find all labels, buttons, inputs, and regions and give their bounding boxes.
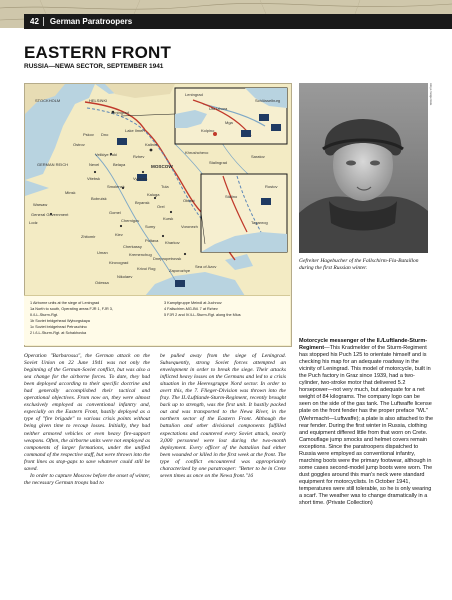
map-label-general-government: General Government xyxy=(31,212,69,217)
map-label-gomel: Gomel xyxy=(109,210,121,215)
sidebar-text: —This Kradmelder of the Sturm-Regiment has stopped his Puch 125 to orientate himself and is checking his map for an adequate roadway in the vicinity of Leningrad. This model of motorcycle, built in the Puch factory in Graz since 1939, had a two-cylinder, two-stroke motor that delivered 5.2 horsepower—not very much, but adequate for a net weight of 84 kilograms. The company logo can be seen on the side of the gas tank. The Luftwaffe license plate on the front fender has the proper preface "WL" (Wehrmacht—Luftwaffe); a plate is also attached to the rear fender. During the first winter in Russia, clothing and equipment differed little from that worn on Crete. Camouflage jump smocks and helmet covers remain exceptions. Since the paratroopers dispatched to Russia were employed as conventional infantry, marching boots were the primary footwear, although in some cases second-model jump boots were worn. The dust goggles around this man's neck were standard equipment for motorcyclists. In October 1941, temperatures were still tolerable, so he is only wearing a scarf. The weather was to change dramatically in a short time. (Private Collection) xyxy=(299,345,434,507)
map-label-lodz: Lodz xyxy=(29,220,38,225)
body-paragraph: In order to capture Moscow before the onset of winter, the necessary German troops had to xyxy=(24,472,150,486)
legend-entry: 1b Soviet bridgehead Wyborgskaya xyxy=(30,319,90,323)
map-label-mga: Mga xyxy=(225,120,233,125)
legend-entry: 1a North to south, Operating areas FJR 1, FJR 3, xyxy=(30,307,113,311)
legend-entry: 1c Soviet bridgehead Petruschino xyxy=(30,325,87,329)
photo-credit: Aloys Vetgemüle xyxy=(429,83,433,106)
legend-entry: 5 FJR 2 and IV./LL-Sturm-Rgt. along the Mius xyxy=(164,313,241,317)
map-label-minsk: Minsk xyxy=(65,190,76,195)
body-paragraph: be pulled away from the siege of Leningrad. Subsequently, strong Soviet forces attempted an envelopment in order to break the siege. Their attacks inflicted heavy losses on the Germans and led to a crisis situation in the Heeresgruppe Nord sector. In order to avert this, the 7. Flieger-Division was thrown into the fray. The II./Luftlande-Sturm-Regiment, recently brought back up to strength, was the first unit. It hastily packed out and was transported to the Newa River, in the northern sector of the Eastern Front. Although the battalion and other divisional components fulfilled expectations and countered every Soviet attack, nearly 3,000 personnel were lost during the two-month deployment. Every officer of the battalion had either been wounded or killed in the first week at the front. The type of conflict encountered was appropriately characterized by one paratrooper: "Better to be in Crete seven times as once on the Newa front."16 xyxy=(160,353,286,479)
map-label-odessa: Odessa xyxy=(95,280,109,285)
legend-left-column xyxy=(30,300,113,336)
map-label-velikiye-luki: Velikiye Luki xyxy=(95,152,118,157)
sidebar-lead: Motorcycle messenger of the II./Luftlande-Sturm-Regiment xyxy=(299,338,428,352)
map-label-bryansk: Bryansk xyxy=(135,200,150,205)
map-label-warsaw: Warsaw xyxy=(33,202,48,207)
map-label-ostrov: Ostrov xyxy=(73,142,85,147)
map-label-rostov: Rostov xyxy=(265,184,278,189)
body-column-1 xyxy=(24,353,150,487)
legend-entry: 4 Fallschirm-MG-Btl. 7 at Rzhev xyxy=(164,307,218,311)
map-label-smolensk: Smolensk xyxy=(107,184,125,189)
map-label-orel: Orel xyxy=(157,204,165,209)
map-label-stockholm: STOCKHOLM xyxy=(35,98,61,103)
map-label-belaya: Belaya xyxy=(113,162,126,167)
map-label-krivoi-rog: Krivoi Rog xyxy=(137,266,156,271)
map-label-pskov: Pskov xyxy=(83,132,94,137)
map-label-german-reich: GERMAN REICH xyxy=(37,162,69,167)
map-label-saratov: Saratov xyxy=(251,154,265,159)
map-label-lake-ilmen: Lake Ilmen xyxy=(125,128,145,133)
body-column-2 xyxy=(160,353,286,480)
map-label-moscow: MOSCOW xyxy=(151,164,173,169)
legend-entry: 1 Airborne units at the siege of Leningrad xyxy=(30,301,100,305)
map-label-kremenchug: Kremenchug xyxy=(129,252,152,257)
map-label-leningrad: Leningrad xyxy=(111,110,129,115)
map-label-oblast: Oblast xyxy=(183,198,195,203)
photo-caption: Gefreiter Hagebucher of the Fallschirm-Fla-Bataillon during the first Russian winter. xyxy=(299,258,419,271)
legend-entry: 2 I./LL-Sturm-Rgt. at Schakhovka xyxy=(30,331,87,335)
map-label-stalino: Stalino xyxy=(225,194,238,199)
map-label-dnepropetrovsk: Dnepropetrovsk xyxy=(153,256,182,261)
map-label-cherkassy: Cherkassy xyxy=(123,244,142,249)
map-label-kaluga: Kaluga xyxy=(147,192,160,197)
map-label-zaporozhye: Zaporozhye xyxy=(169,268,191,273)
map-label-poltava: Poltava xyxy=(145,238,159,243)
map-label-nikolaev: Nikolaev xyxy=(117,274,133,279)
sidebar-caption xyxy=(299,338,433,507)
soldier-portrait-image xyxy=(299,83,428,253)
map-label-vyazma: Vyazma xyxy=(133,176,148,181)
map-label-kursk: Kursk xyxy=(163,216,174,221)
map-label-sumy: Sumy xyxy=(145,224,156,229)
map-label-khrushchevo: Khrushchevo xyxy=(185,150,209,155)
map-label-tula: Tula xyxy=(161,184,169,189)
map-label-ust-izhora: Ust Izhora xyxy=(209,106,228,111)
section-title: German Paratroopers xyxy=(49,17,133,26)
map-label-kiev: Kiev xyxy=(115,232,123,237)
map-label-bobruisk: Bobruisk xyxy=(91,196,107,201)
article-subtitle: RUSSIA—NEWA SECTOR, SEPTEMBER 1941 xyxy=(24,63,164,70)
map-label-stalingrad: Stalingrad xyxy=(209,160,228,165)
map-label-sea-of-azov: Sea of Azov xyxy=(195,264,217,269)
legend-entry: 3 Kampfgruppe Meindl at Juchnov xyxy=(164,301,222,305)
legend-right-column xyxy=(164,300,241,318)
map-label-rzhev: Rzhev xyxy=(133,154,145,159)
map-label-leningrad-inset: Leningrad xyxy=(185,92,203,97)
running-header xyxy=(24,14,452,29)
map-label-nevel: Nevel xyxy=(89,162,100,167)
map-label-kirovograd: Kirovograd xyxy=(109,260,129,265)
map-label-kalinin: Kalinin xyxy=(145,142,158,147)
body-paragraph: Operation "Barbarossa", the German attack on the Soviet Union on 22 June 1941 was not only the beginning of the German-Soviet conflict, but was also a sea change for the airborne forces. To date, they had been deployed according to their specific doctrine and had generally accomplished their tactical and operational objectives. From now on, they were almost exclusively employed as conventional infantry and, especially on the Eastern Front, hastily deployed as a type of "fire brigade" to various crisis points without being given time to recoup losses. Initially, they had neither armored vehicles or even heavy fire-support weapons. Often, the airborne units were not employed as components of larger formations, under the unified command of the respective staff, but were thrown into the front lines as stop-gaps to save whatever could still be saved. xyxy=(24,353,150,472)
legend-entry: II./LL-Sturm-Rgt. xyxy=(30,313,59,317)
map-label-uman: Uman xyxy=(97,250,108,255)
map-label-kolpino: Kolpino xyxy=(201,128,215,133)
page-number: 42 xyxy=(24,17,44,26)
map-label-helsinki: HELSINKI xyxy=(89,98,108,103)
map-label-taganrog: Taganrog xyxy=(251,220,268,225)
map-label-voronezh: Voronezh xyxy=(181,224,198,229)
map-label-dno: Dno xyxy=(101,132,109,137)
map-legend xyxy=(24,295,290,345)
map-label-kharkov: Kharkov xyxy=(165,240,180,245)
soldier-photo xyxy=(299,83,428,253)
map-label-zhitomir: Zhitomir xyxy=(81,234,96,239)
map-label-vitebsk: Vitebsk xyxy=(87,176,101,181)
article-title: EASTERN FRONT xyxy=(24,43,172,62)
map-label-schlusselburg: Schlüsselburg xyxy=(255,98,281,103)
map-label-chernigov: Chernigov xyxy=(121,218,140,223)
